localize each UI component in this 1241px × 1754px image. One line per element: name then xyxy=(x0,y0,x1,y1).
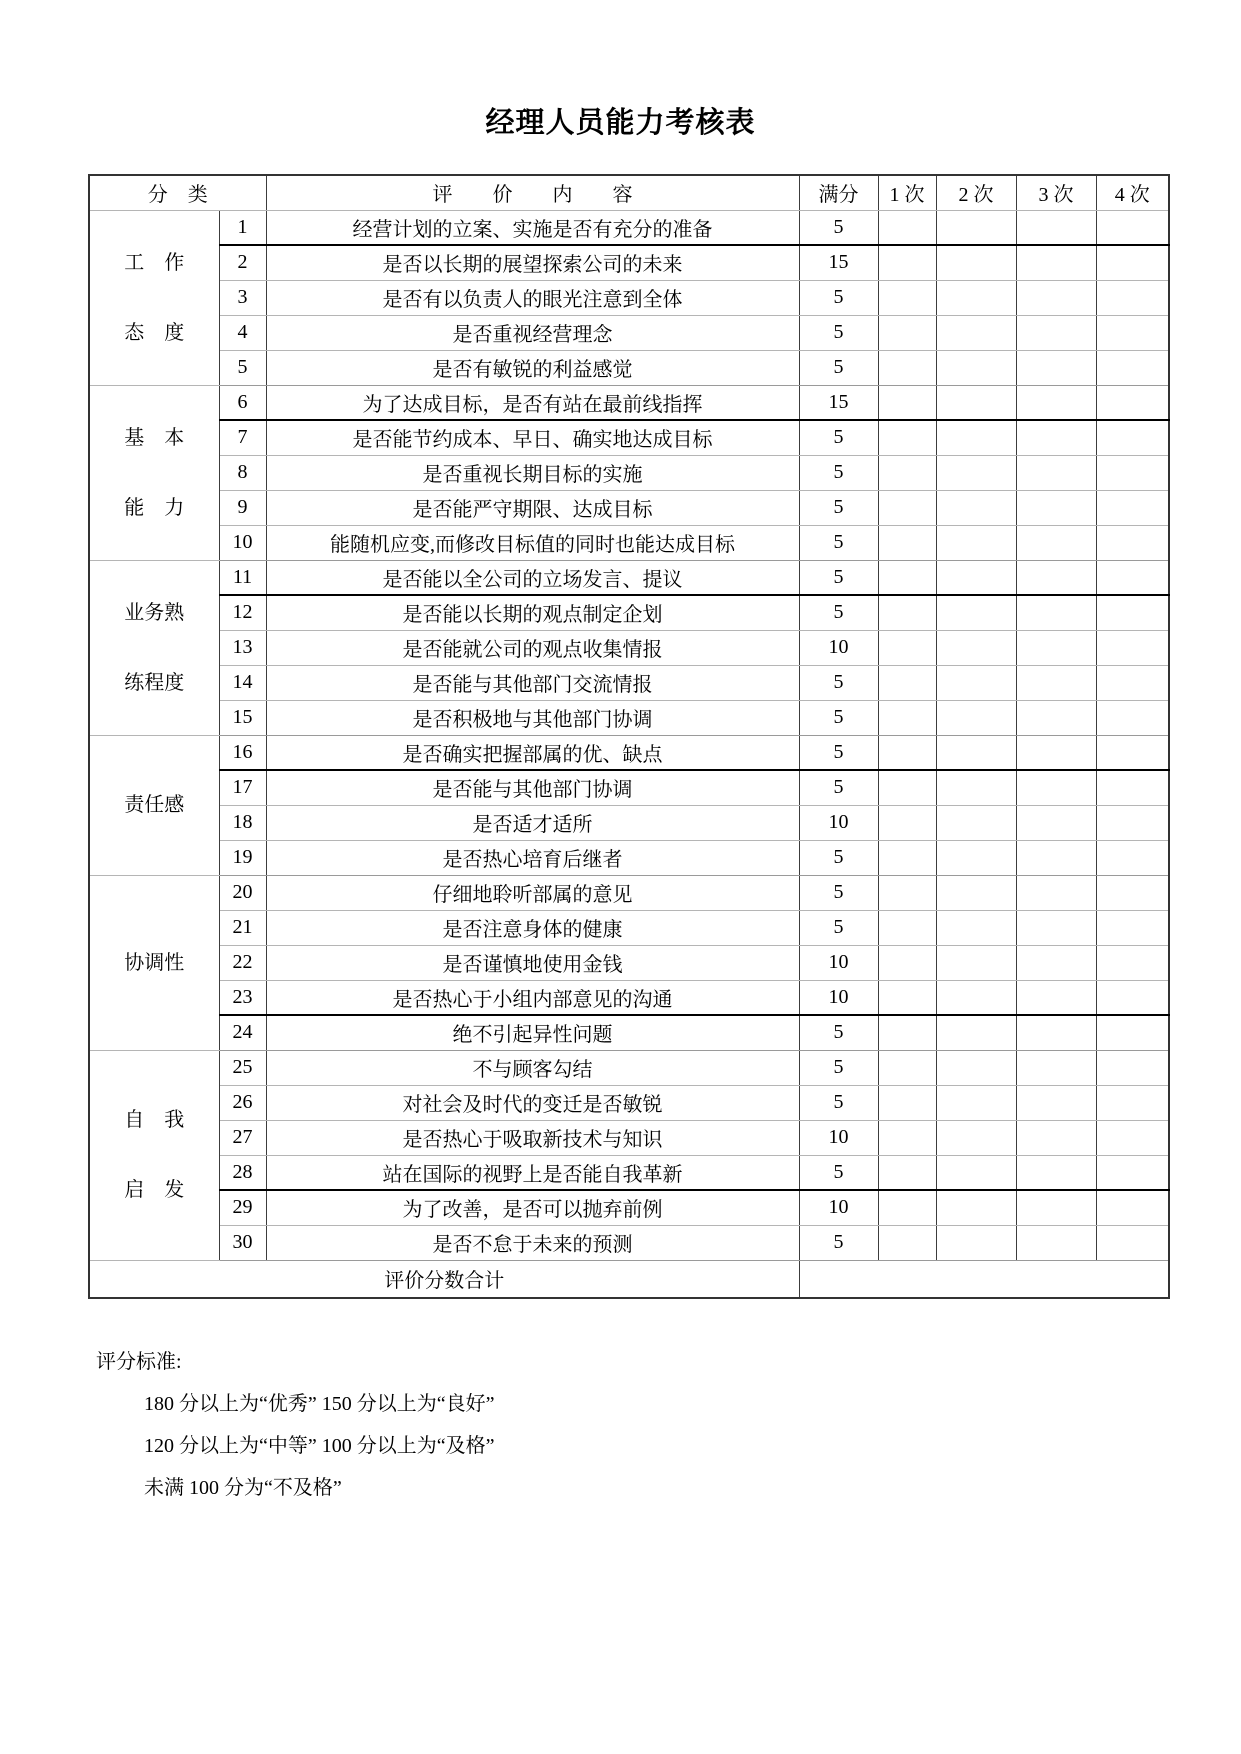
category-label-line: 态 度 xyxy=(124,321,185,344)
table-row xyxy=(89,245,1169,280)
row-number: 8 xyxy=(219,455,266,490)
attempt-4-score-cell[interactable] xyxy=(1096,840,1169,875)
total-score-cell[interactable] xyxy=(799,1260,1169,1298)
attempt-1-score-cell[interactable] xyxy=(878,1120,936,1155)
row-number: 15 xyxy=(219,700,266,735)
attempt-4-score-cell[interactable] xyxy=(1096,630,1169,665)
row-number: 26 xyxy=(219,1085,266,1120)
attempt-2-score-cell[interactable] xyxy=(936,1085,1016,1120)
table-row xyxy=(89,1050,1169,1085)
full-score-value: 5 xyxy=(799,1015,878,1050)
row-number: 6 xyxy=(219,385,266,420)
attempt-4-score-cell[interactable] xyxy=(1096,385,1169,420)
item-text: 是否热心于吸取新技术与知识 xyxy=(266,1120,799,1155)
scoring-notes xyxy=(96,1341,1241,1509)
row-number: 21 xyxy=(219,910,266,945)
category-label xyxy=(90,427,219,519)
attempt-1-score-cell[interactable] xyxy=(878,210,936,245)
table-row xyxy=(89,840,1169,875)
attempt-2-score-cell[interactable] xyxy=(936,840,1016,875)
attempt-4-score-cell[interactable] xyxy=(1096,805,1169,840)
item-text: 是否能与其他部门协调 xyxy=(266,770,799,805)
table-row xyxy=(89,980,1169,1015)
attempt-1-score-cell[interactable] xyxy=(878,910,936,945)
item-text: 是否重视经营理念 xyxy=(266,315,799,350)
attempt-2-score-cell[interactable] xyxy=(936,315,1016,350)
table-row xyxy=(89,665,1169,700)
attempt-4-score-cell[interactable] xyxy=(1096,1085,1169,1120)
attempt-4-score-cell[interactable] xyxy=(1096,420,1169,455)
table-container xyxy=(88,174,1168,1299)
attempt-3-score-cell[interactable] xyxy=(1016,560,1096,595)
attempt-1-score-cell[interactable] xyxy=(878,770,936,805)
attempt-2-score-cell[interactable] xyxy=(936,770,1016,805)
row-number: 14 xyxy=(219,665,266,700)
full-score-value: 5 xyxy=(799,490,878,525)
attempt-4-score-cell[interactable] xyxy=(1096,455,1169,490)
full-score-value: 5 xyxy=(799,875,878,910)
attempt-1-score-cell[interactable] xyxy=(878,630,936,665)
header-full-score: 满分 xyxy=(799,175,878,210)
full-score-value: 5 xyxy=(799,280,878,315)
attempt-3-score-cell[interactable] xyxy=(1016,525,1096,560)
attempt-3-score-cell[interactable] xyxy=(1016,665,1096,700)
category-cell xyxy=(89,735,219,875)
row-number: 7 xyxy=(219,420,266,455)
table-row xyxy=(89,630,1169,665)
full-score-value: 5 xyxy=(799,770,878,805)
attempt-4-score-cell[interactable] xyxy=(1096,280,1169,315)
attempt-1-score-cell[interactable] xyxy=(878,490,936,525)
attempt-2-score-cell[interactable] xyxy=(936,1225,1016,1260)
full-score-value: 10 xyxy=(799,805,878,840)
attempt-4-score-cell[interactable] xyxy=(1096,700,1169,735)
attempt-3-score-cell[interactable] xyxy=(1016,805,1096,840)
attempt-4-score-cell[interactable] xyxy=(1096,665,1169,700)
full-score-value: 5 xyxy=(799,665,878,700)
attempt-1-score-cell[interactable] xyxy=(878,1050,936,1085)
attempt-2-score-cell[interactable] xyxy=(936,630,1016,665)
table-row xyxy=(89,1190,1169,1225)
item-text: 是否不怠于未来的预测 xyxy=(266,1225,799,1260)
category-label-line: 责任感 xyxy=(124,794,185,816)
category-label xyxy=(90,252,219,344)
attempt-3-score-cell[interactable] xyxy=(1016,840,1096,875)
header-attempt-4: 4 次 xyxy=(1096,175,1169,210)
item-text: 是否热心于小组内部意见的沟通 xyxy=(266,980,799,1015)
row-number: 20 xyxy=(219,875,266,910)
row-number: 1 xyxy=(219,210,266,245)
attempt-3-score-cell[interactable] xyxy=(1016,1050,1096,1085)
attempt-2-score-cell[interactable] xyxy=(936,420,1016,455)
table-row xyxy=(89,490,1169,525)
category-cell xyxy=(89,385,219,560)
table-row xyxy=(89,420,1169,455)
attempt-4-score-cell[interactable] xyxy=(1096,595,1169,630)
table-row xyxy=(89,350,1169,385)
attempt-3-score-cell[interactable] xyxy=(1016,1120,1096,1155)
row-number: 2 xyxy=(219,245,266,280)
row-number: 3 xyxy=(219,280,266,315)
item-text: 是否能节约成本、早日、确实地达成目标 xyxy=(266,420,799,455)
scoring-criteria-line-3: 未满 100 分为“不及格” xyxy=(144,1477,342,1499)
attempt-2-score-cell[interactable] xyxy=(936,1050,1016,1085)
row-number: 29 xyxy=(219,1190,266,1225)
attempt-1-score-cell[interactable] xyxy=(878,1225,936,1260)
item-text: 仔细地聆听部属的意见 xyxy=(266,875,799,910)
attempt-3-score-cell[interactable] xyxy=(1016,1225,1096,1260)
total-row xyxy=(89,1260,1169,1298)
scoring-criteria-line-2: 120 分以上为“中等” 100 分以上为“及格” xyxy=(144,1435,495,1457)
table-row xyxy=(89,525,1169,560)
item-text: 是否能以全公司的立场发言、提议 xyxy=(266,560,799,595)
attempt-3-score-cell[interactable] xyxy=(1016,875,1096,910)
category-label-line: 基 本 xyxy=(124,426,185,449)
row-number: 11 xyxy=(219,560,266,595)
attempt-2-score-cell[interactable] xyxy=(936,1015,1016,1050)
attempt-3-score-cell[interactable] xyxy=(1016,630,1096,665)
table-row xyxy=(89,315,1169,350)
full-score-value: 10 xyxy=(799,1120,878,1155)
attempt-4-score-cell[interactable] xyxy=(1096,245,1169,280)
row-number: 18 xyxy=(219,805,266,840)
attempt-4-score-cell[interactable] xyxy=(1096,315,1169,350)
attempt-1-score-cell[interactable] xyxy=(878,385,936,420)
attempt-3-score-cell[interactable] xyxy=(1016,1155,1096,1190)
full-score-value: 5 xyxy=(799,420,878,455)
table-row xyxy=(89,1085,1169,1120)
attempt-3-score-cell[interactable] xyxy=(1016,350,1096,385)
full-score-value: 10 xyxy=(799,980,878,1015)
attempt-1-score-cell[interactable] xyxy=(878,875,936,910)
full-score-value: 5 xyxy=(799,350,878,385)
header-row xyxy=(89,175,1169,210)
item-text: 是否能严守期限、达成目标 xyxy=(266,490,799,525)
attempt-3-score-cell[interactable] xyxy=(1016,735,1096,770)
item-text: 是否适才适所 xyxy=(266,805,799,840)
attempt-2-score-cell[interactable] xyxy=(936,280,1016,315)
attempt-4-score-cell[interactable] xyxy=(1096,1120,1169,1155)
attempt-1-score-cell[interactable] xyxy=(878,315,936,350)
item-text: 为了达成目标，是否有站在最前线指挥 xyxy=(266,385,799,420)
header-attempt-3: 3 次 xyxy=(1016,175,1096,210)
attempt-3-score-cell[interactable] xyxy=(1016,595,1096,630)
attempt-3-score-cell[interactable] xyxy=(1016,420,1096,455)
attempt-3-score-cell[interactable] xyxy=(1016,490,1096,525)
full-score-value: 5 xyxy=(799,1085,878,1120)
total-label: 评价分数合计 xyxy=(89,1260,799,1298)
table-row xyxy=(89,1120,1169,1155)
category-cell xyxy=(89,210,219,385)
attempt-4-score-cell[interactable] xyxy=(1096,350,1169,385)
category-label xyxy=(90,794,219,816)
table-row xyxy=(89,875,1169,910)
full-score-value: 5 xyxy=(799,595,878,630)
item-text: 是否以长期的展望探索公司的未来 xyxy=(266,245,799,280)
item-text: 绝不引起异性问题 xyxy=(266,1015,799,1050)
attempt-1-score-cell[interactable] xyxy=(878,560,936,595)
attempt-1-score-cell[interactable] xyxy=(878,700,936,735)
attempt-1-score-cell[interactable] xyxy=(878,525,936,560)
attempt-1-score-cell[interactable] xyxy=(878,980,936,1015)
scoring-criteria-heading: 评分标准: xyxy=(96,1351,182,1373)
attempt-1-score-cell[interactable] xyxy=(878,665,936,700)
row-number: 22 xyxy=(219,945,266,980)
category-label-line: 协调性 xyxy=(124,951,185,974)
attempt-4-score-cell[interactable] xyxy=(1096,1190,1169,1225)
attempt-2-score-cell[interactable] xyxy=(936,945,1016,980)
attempt-1-score-cell[interactable] xyxy=(878,1015,936,1050)
attempt-4-score-cell[interactable] xyxy=(1096,1225,1169,1260)
full-score-value: 5 xyxy=(799,1225,878,1260)
full-score-value: 10 xyxy=(799,630,878,665)
attempt-3-score-cell[interactable] xyxy=(1016,210,1096,245)
attempt-2-score-cell[interactable] xyxy=(936,700,1016,735)
attempt-3-score-cell[interactable] xyxy=(1016,945,1096,980)
attempt-3-score-cell[interactable] xyxy=(1016,910,1096,945)
table-row xyxy=(89,910,1169,945)
header-attempt-1: 1 次 xyxy=(878,175,936,210)
item-text: 经营计划的立案、实施是否有充分的准备 xyxy=(266,210,799,245)
row-number: 9 xyxy=(219,490,266,525)
attempt-1-score-cell[interactable] xyxy=(878,595,936,630)
table-row xyxy=(89,560,1169,595)
attempt-4-score-cell[interactable] xyxy=(1096,980,1169,1015)
page-title: 经理人员能力考核表 xyxy=(485,107,756,139)
table-row xyxy=(89,455,1169,490)
attempt-2-score-cell[interactable] xyxy=(936,665,1016,700)
item-text: 站在国际的视野上是否能自我革新 xyxy=(266,1155,799,1190)
category-label-line: 业务熟 xyxy=(124,601,185,624)
attempt-3-score-cell[interactable] xyxy=(1016,455,1096,490)
attempt-1-score-cell[interactable] xyxy=(878,420,936,455)
table-row xyxy=(89,945,1169,980)
full-score-value: 15 xyxy=(799,245,878,280)
attempt-4-score-cell[interactable] xyxy=(1096,1155,1169,1190)
attempt-2-score-cell[interactable] xyxy=(936,350,1016,385)
full-score-value: 5 xyxy=(799,560,878,595)
attempt-1-score-cell[interactable] xyxy=(878,350,936,385)
row-number: 13 xyxy=(219,630,266,665)
attempt-3-score-cell[interactable] xyxy=(1016,280,1096,315)
attempt-3-score-cell[interactable] xyxy=(1016,315,1096,350)
attempt-1-score-cell[interactable] xyxy=(878,945,936,980)
item-text: 是否确实把握部属的优、缺点 xyxy=(266,735,799,770)
attempt-2-score-cell[interactable] xyxy=(936,980,1016,1015)
header-category: 分 类 xyxy=(89,175,266,210)
row-number: 12 xyxy=(219,595,266,630)
row-number: 5 xyxy=(219,350,266,385)
attempt-1-score-cell[interactable] xyxy=(878,455,936,490)
full-score-value: 5 xyxy=(799,315,878,350)
attempt-3-score-cell[interactable] xyxy=(1016,1190,1096,1225)
item-text: 对社会及时代的变迁是否敏锐 xyxy=(266,1085,799,1120)
attempt-1-score-cell[interactable] xyxy=(878,1190,936,1225)
full-score-value: 15 xyxy=(799,385,878,420)
attempt-1-score-cell[interactable] xyxy=(878,840,936,875)
attempt-4-score-cell[interactable] xyxy=(1096,770,1169,805)
attempt-4-score-cell[interactable] xyxy=(1096,560,1169,595)
item-text: 是否热心培育后继者 xyxy=(266,840,799,875)
item-text: 是否能与其他部门交流情报 xyxy=(266,665,799,700)
attempt-3-score-cell[interactable] xyxy=(1016,1085,1096,1120)
category-label xyxy=(90,952,219,974)
row-number: 17 xyxy=(219,770,266,805)
item-text: 能随机应变,而修改目标值的同时也能达成目标 xyxy=(266,525,799,560)
table-row xyxy=(89,595,1169,630)
attempt-2-score-cell[interactable] xyxy=(936,1120,1016,1155)
attempt-2-score-cell[interactable] xyxy=(936,245,1016,280)
header-content: 评 价 内 容 xyxy=(266,175,799,210)
category-cell xyxy=(89,1050,219,1260)
item-text: 是否能就公司的观点收集情报 xyxy=(266,630,799,665)
category-label xyxy=(90,1109,219,1201)
item-text: 是否重视长期目标的实施 xyxy=(266,455,799,490)
item-text: 是否有敏锐的利益感觉 xyxy=(266,350,799,385)
attempt-2-score-cell[interactable] xyxy=(936,210,1016,245)
item-text: 是否有以负责人的眼光注意到全体 xyxy=(266,280,799,315)
attempt-3-score-cell[interactable] xyxy=(1016,770,1096,805)
full-score-value: 5 xyxy=(799,210,878,245)
table-row xyxy=(89,735,1169,770)
attempt-1-score-cell[interactable] xyxy=(878,1155,936,1190)
attempt-3-score-cell[interactable] xyxy=(1016,245,1096,280)
full-score-value: 5 xyxy=(799,1155,878,1190)
table-row xyxy=(89,770,1169,805)
attempt-2-score-cell[interactable] xyxy=(936,910,1016,945)
attempt-4-score-cell[interactable] xyxy=(1096,525,1169,560)
scoring-criteria-line-1: 180 分以上为“优秀” 150 分以上为“良好” xyxy=(144,1393,495,1415)
attempt-4-score-cell[interactable] xyxy=(1096,910,1169,945)
attempt-3-score-cell[interactable] xyxy=(1016,385,1096,420)
attempt-1-score-cell[interactable] xyxy=(878,1085,936,1120)
attempt-4-score-cell[interactable] xyxy=(1096,490,1169,525)
row-number: 28 xyxy=(219,1155,266,1190)
table-row xyxy=(89,805,1169,840)
attempt-2-score-cell[interactable] xyxy=(936,455,1016,490)
attempt-4-score-cell[interactable] xyxy=(1096,210,1169,245)
item-text: 是否能以长期的观点制定企划 xyxy=(266,595,799,630)
full-score-value: 5 xyxy=(799,1050,878,1085)
item-text: 是否注意身体的健康 xyxy=(266,910,799,945)
category-label-line: 工 作 xyxy=(124,251,185,274)
item-text: 为了改善，是否可以抛弃前例 xyxy=(266,1190,799,1225)
attempt-3-score-cell[interactable] xyxy=(1016,700,1096,735)
full-score-value: 5 xyxy=(799,700,878,735)
item-text: 不与顾客勾结 xyxy=(266,1050,799,1085)
attempt-1-score-cell[interactable] xyxy=(878,280,936,315)
table-row xyxy=(89,1155,1169,1190)
attempt-4-score-cell[interactable] xyxy=(1096,945,1169,980)
table-row xyxy=(89,210,1169,245)
category-label-line: 能 力 xyxy=(124,496,185,519)
attempt-1-score-cell[interactable] xyxy=(878,245,936,280)
attempt-1-score-cell[interactable] xyxy=(878,735,936,770)
category-cell xyxy=(89,875,219,1050)
attempt-2-score-cell[interactable] xyxy=(936,735,1016,770)
full-score-value: 5 xyxy=(799,735,878,770)
row-number: 19 xyxy=(219,840,266,875)
category-label-line: 启 发 xyxy=(124,1179,185,1201)
full-score-value: 10 xyxy=(799,1190,878,1225)
row-number: 30 xyxy=(219,1225,266,1260)
attempt-2-score-cell[interactable] xyxy=(936,525,1016,560)
row-number: 27 xyxy=(219,1120,266,1155)
item-text: 是否积极地与其他部门协调 xyxy=(266,700,799,735)
category-cell xyxy=(89,560,219,735)
table-row xyxy=(89,1015,1169,1050)
attempt-3-score-cell[interactable] xyxy=(1016,1015,1096,1050)
attempt-2-score-cell[interactable] xyxy=(936,560,1016,595)
attempt-4-score-cell[interactable] xyxy=(1096,735,1169,770)
item-text: 是否谨慎地使用金钱 xyxy=(266,945,799,980)
attempt-2-score-cell[interactable] xyxy=(936,385,1016,420)
full-score-value: 5 xyxy=(799,525,878,560)
attempt-2-score-cell[interactable] xyxy=(936,490,1016,525)
full-score-value: 10 xyxy=(799,945,878,980)
row-number: 25 xyxy=(219,1050,266,1085)
table-row xyxy=(89,700,1169,735)
table-row xyxy=(89,1225,1169,1260)
row-number: 4 xyxy=(219,315,266,350)
attempt-4-score-cell[interactable] xyxy=(1096,1050,1169,1085)
row-number: 10 xyxy=(219,525,266,560)
table-row xyxy=(89,385,1169,420)
row-number: 24 xyxy=(219,1015,266,1050)
header-attempt-2: 2 次 xyxy=(936,175,1016,210)
category-label xyxy=(90,602,219,694)
category-label-line: 自 我 xyxy=(124,1109,185,1131)
full-score-value: 5 xyxy=(799,840,878,875)
attempt-4-score-cell[interactable] xyxy=(1096,875,1169,910)
attempt-2-score-cell[interactable] xyxy=(936,595,1016,630)
attempt-2-score-cell[interactable] xyxy=(936,875,1016,910)
attempt-4-score-cell[interactable] xyxy=(1096,1015,1169,1050)
assessment-table xyxy=(88,174,1170,1299)
row-number: 23 xyxy=(219,980,266,1015)
attempt-2-score-cell[interactable] xyxy=(936,805,1016,840)
full-score-value: 5 xyxy=(799,910,878,945)
attempt-1-score-cell[interactable] xyxy=(878,805,936,840)
row-number: 16 xyxy=(219,735,266,770)
attempt-3-score-cell[interactable] xyxy=(1016,980,1096,1015)
attempt-2-score-cell[interactable] xyxy=(936,1190,1016,1225)
table-row xyxy=(89,280,1169,315)
category-label-line: 练程度 xyxy=(124,671,185,694)
full-score-value: 5 xyxy=(799,455,878,490)
attempt-2-score-cell[interactable] xyxy=(936,1155,1016,1190)
